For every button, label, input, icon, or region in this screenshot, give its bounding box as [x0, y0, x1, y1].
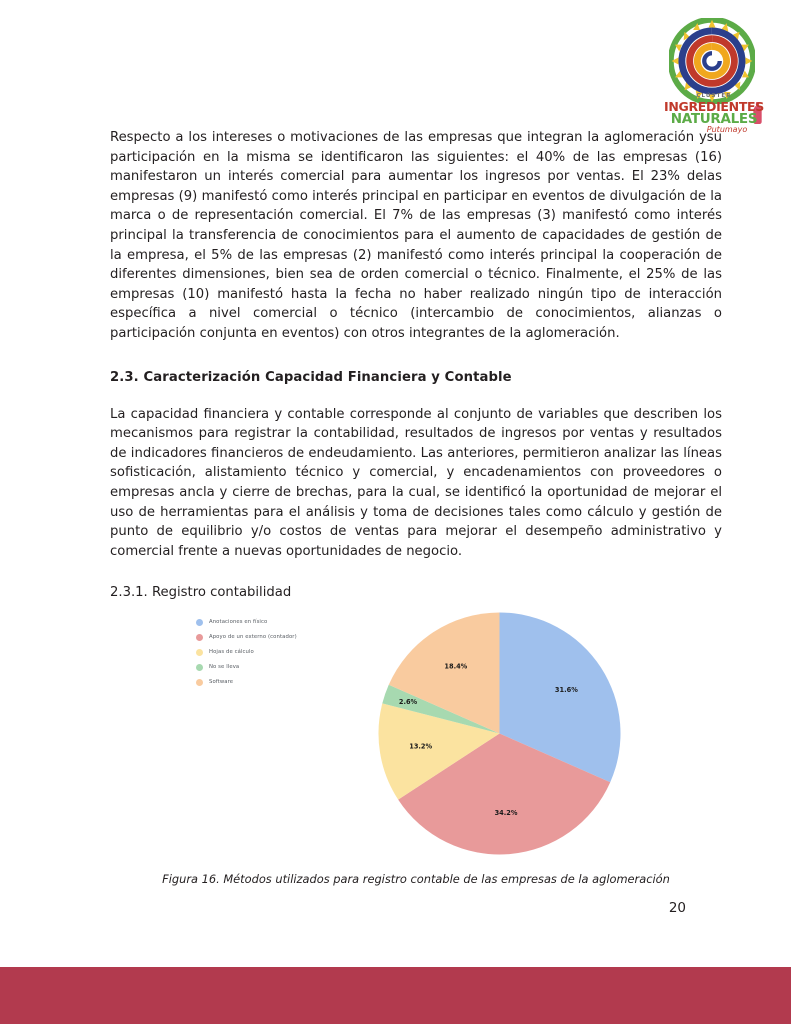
legend-item	[196, 615, 346, 629]
pie-slice-label: 13.2%	[409, 742, 433, 751]
paragraph-intereses-motivaciones: Respecto a los intereses o motivaciones de las empresas que integran la aglomeración ysu participación en la misma se identificaron las siguientes: el 40% de las empresas (16) manifestaron un interés comercial para aumentar los ingresos por ventas. El 23% delas empresas (9) manifestó como interés principal en participar en eventos de divulgación de la marca o de representación comercial. El 7% de las empresas (3) manifestó como interés principal la transferencia de conocimientos para el aumento de capacidades de gestión de la empresa, el 5% de las empresas (2) manifestó como interés principal la cooperación de diferentes dimensiones, bien sea de orden comercial o técnico. Finalmente, el 25% de las empresas (10) manifestó hasta la fecha no haber realizado ningún tipo de interacción específica a nivel comercial o técnico (intercambio de conocimientos, alianzas o participación conjunta en eventos) con otros integrantes de la aglomeración.	[110, 130, 722, 341]
legend-label: Apoyo de un externo (contador)	[209, 634, 297, 641]
legend-item	[196, 675, 346, 689]
pie-slice-label: 2.6%	[398, 697, 418, 706]
chart-legend	[196, 615, 346, 690]
paragraph-capacidad-financiera: La capacidad financiera y contable corresponde al conjunto de variables que describen los mecanismos para registrar la contabilidad, resultados de ingresos por ventas y resultados de indicadores financieros de endeudamiento. Las anteriores, permitieron analizar las líneas sofisticación, alistamiento técnico y comercial, y encadenamientos con proveedores o empresas ancla y cierre de brechas, para la cual, se identificó la oportunidad de mejorar el uso de herramientas para el análisis y toma de decisiones tales como cálculo y gestión de punto de equilibrio y/o costos de ventas para mejorar el desempeño administrativo y comercial frente a nuevas oportunidades de negocio.	[110, 406, 722, 559]
logo-spiral-mandala-icon	[669, 18, 755, 104]
pie-chart	[110, 596, 722, 871]
legend-swatch-icon	[196, 634, 203, 641]
logo-ingredientes-text: INGREDIENTES	[663, 98, 765, 114]
cluster-logo	[655, 18, 773, 135]
footer-band	[0, 967, 791, 1024]
legend-item	[196, 645, 346, 659]
legend-label: No se lleva	[209, 664, 240, 671]
pie-slice-label: 18.4%	[444, 662, 468, 671]
page-number: 20	[668, 900, 686, 916]
spacer	[110, 385, 722, 405]
logo-cluster-text: CLÚSTER	[696, 93, 732, 99]
legend-swatch-icon	[196, 679, 203, 686]
legend-swatch-icon	[196, 649, 203, 656]
logo-naturales-text: NATURALES	[670, 111, 758, 128]
pie-slice-label: 31.6%	[554, 685, 578, 694]
pie-slice-label: 34.2%	[494, 809, 518, 818]
figure-caption: Figura 16. Métodos utilizados para registro contable de las empresas de la aglomeración	[162, 872, 670, 886]
legend-item	[196, 660, 346, 674]
logo-putumayo-text: Putumayo	[706, 125, 748, 135]
pie-graphic	[378, 612, 621, 855]
figure-16	[110, 596, 722, 896]
legend-label: Anotaciones en físico	[209, 619, 268, 626]
pie-svg	[378, 612, 621, 855]
legend-swatch-icon	[196, 664, 203, 671]
legend-label: Hojas de cálculo	[209, 649, 254, 656]
legend-label: Software	[209, 679, 234, 686]
section-heading-2-3: 2.3. Caracterización Capacidad Financiera y Contable	[110, 369, 512, 385]
legend-swatch-icon	[196, 619, 203, 626]
document-content	[110, 128, 722, 600]
legend-item	[196, 630, 346, 644]
subsection-heading-2-3-1: 2.3.1. Registro contabilidad	[110, 585, 292, 601]
